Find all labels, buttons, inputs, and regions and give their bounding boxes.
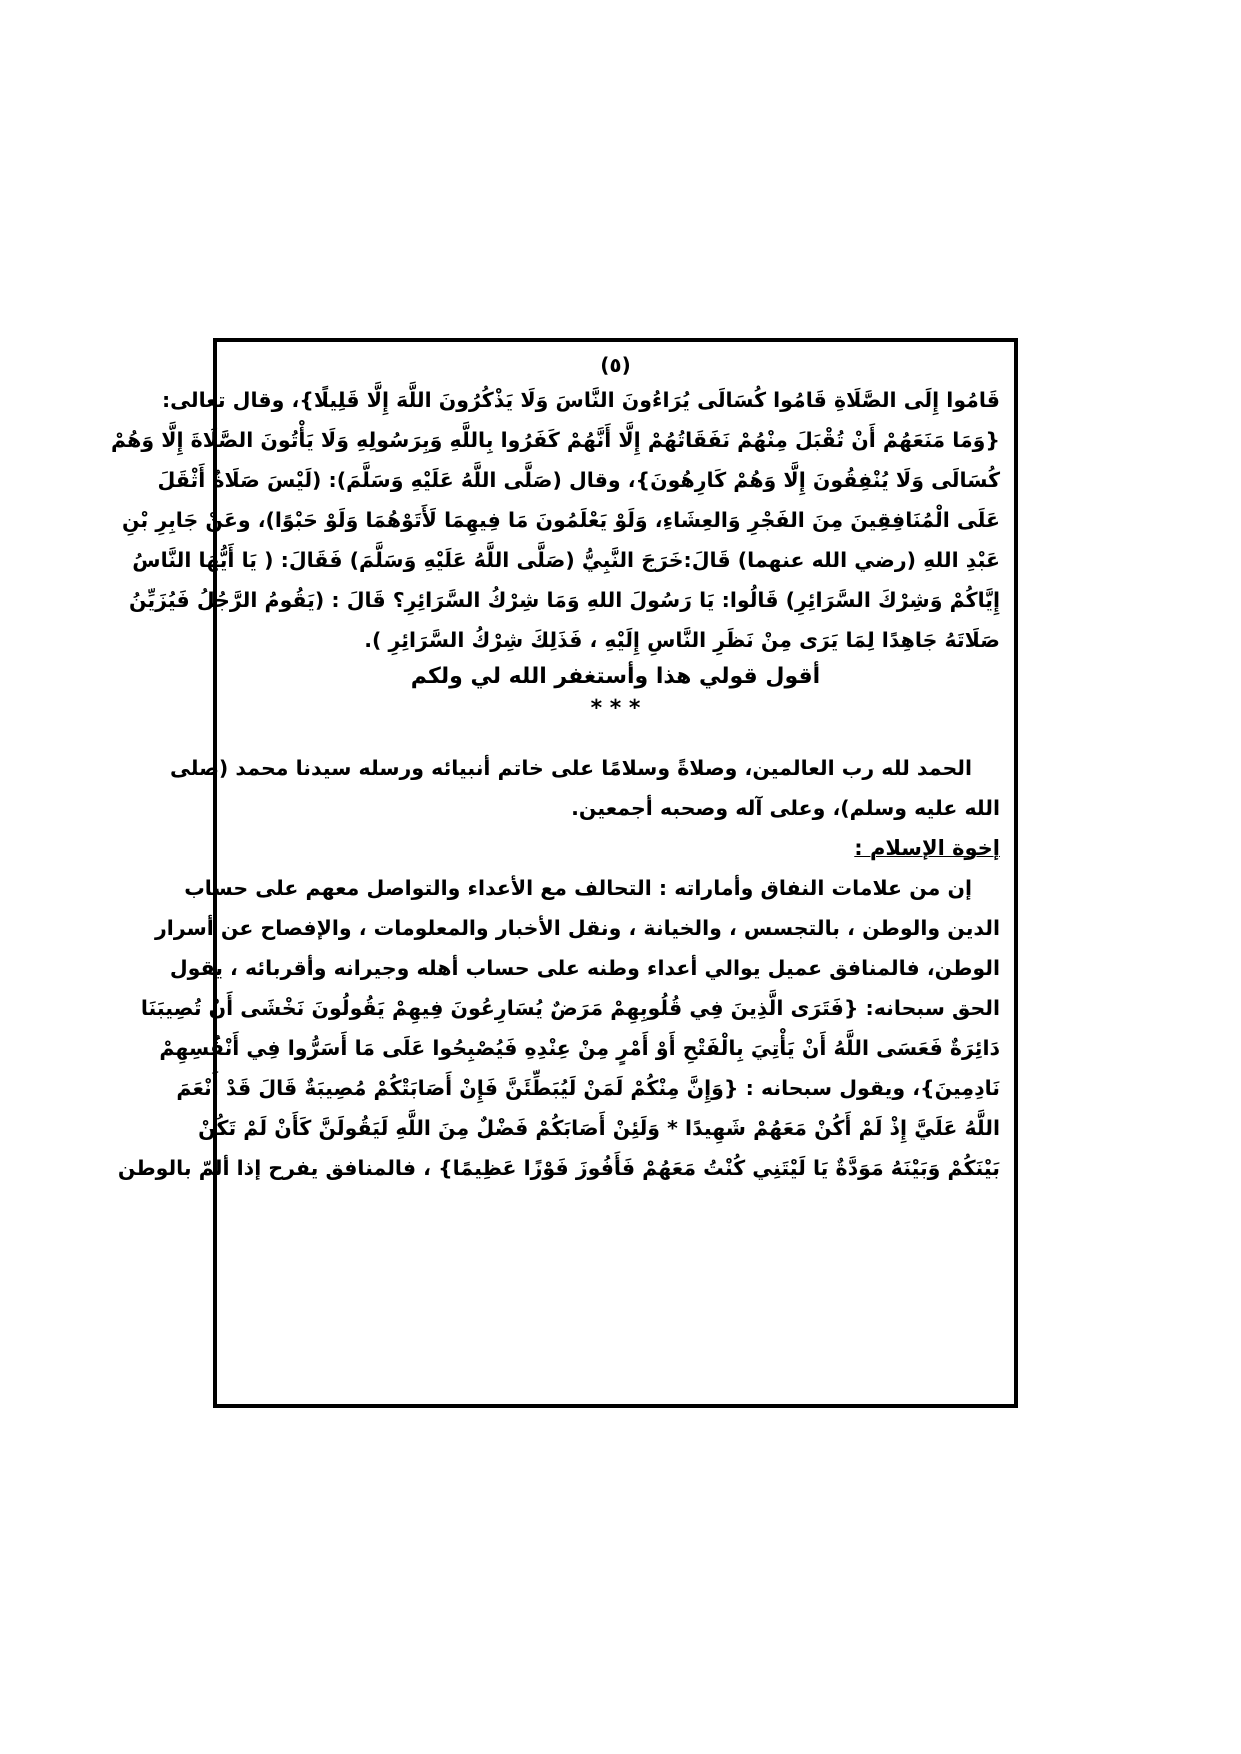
page-number: (٥): [600, 353, 631, 377]
text-line: عَلَى الْمُنَافِقِينَ مِنَ الفَجْرِ وَالعِشَاءِ، وَلَوْ يَعْلَمُونَ مَا فِيهِمَا لَأَتَوْهُمَا وَلَوْ حَبْوًا)، وعَنْ جَابِرِ بْنِ: [122, 508, 1000, 532]
text-line: إن من علامات النفاق وأماراته : التحالف مع الأعداء والتواصل معهم على حساب: [184, 876, 972, 900]
text-line: الله عليه وسلم)، وعلى آله وصحبه أجمعين.: [571, 796, 1000, 820]
separator-stars: * * *: [590, 696, 641, 721]
text-line: الوطن، فالمنافق عميل يوالي أعداء وطنه على حساب أهله وجيرانه وأقربائه ، يقول: [169, 956, 1000, 980]
text-line: قَامُوا إِلَى الصَّلَاةِ قَامُوا كُسَالَى يُرَاءُونَ النَّاسَ وَلَا يَذْكُرُونَ اللَّهَ إِلَّا قَلِيلًا}، وقال تعالى:: [161, 388, 1000, 412]
page-border-frame: [111, 338, 1018, 1408]
page-content: [111, 350, 1000, 1396]
text-line: صَلَاتَهُ جَاهِدًا لِمَا يَرَى مِنْ نَظَرِ النَّاسِ إِلَيْهِ ، فَذَلِكَ شِرْكُ السَّرَائِرِ ).: [364, 628, 1000, 652]
text-line: نَادِمِينَ}، ويقول سبحانه : {وَإِنَّ مِنْكُمْ لَمَنْ لَيُبَطِّئَنَّ فَإِنْ أَصَابَتْكُمْ مُصِيبَةٌ قَالَ قَدْ أَنْعَمَ: [176, 1076, 1000, 1100]
text-line: عَبْدِ اللهِ (رضي الله عنهما) قَالَ:خَرَجَ النَّبِيُّ (صَلَّى اللَّهُ عَلَيْهِ وَسَلَّمَ) فَقَالَ: ( يَا أَيُّهَا النَّاسُ: [132, 548, 1000, 572]
text-line: اللَّهُ عَلَيَّ إِذْ لَمْ أَكُنْ مَعَهُمْ شَهِيدًا * وَلَئِنْ أَصَابَكُمْ فَضْلٌ مِنَ اللَّهِ لَيَقُولَنَّ كَأَنْ لَمْ تَكُنْ: [198, 1116, 1000, 1140]
praise-paragraph: [170, 748, 1000, 828]
text-line: الحمد لله رب العالمين، وصلاةً وسلامًا على خاتم أنبيائه ورسله سيدنا محمد (صلى: [170, 756, 972, 780]
text-line: إِيَّاكُمْ وَشِرْكَ السَّرَائِرِ) قَالُوا: يَا رَسُولَ اللهِ وَمَا شِرْكُ السَّرَائِرِ؟ قَالَ : (يَقُومُ الرَّجُلُ فَيُزَيِّنُ: [129, 588, 1000, 612]
section-title: إخوة الإسلام :: [854, 836, 1000, 860]
body-paragraph: [117, 868, 1000, 1188]
text-line: {وَمَا مَنَعَهُمْ أَنْ تُقْبَلَ مِنْهُمْ نَفَقَاتُهُمْ إِلَّا أَنَّهُمْ كَفَرُوا بِاللَّهِ وَبِرَسُولِهِ وَلَا يَأْتُونَ الصَّلَاةَ إِلَّا وَهُمْ: [111, 428, 1000, 452]
text-line: كُسَالَى وَلَا يُنْفِقُونَ إِلَّا وَهُمْ كَارِهُونَ}، وقال (صَلَّى اللَّهُ عَلَيْهِ وَسَلَّمَ): (لَيْسَ صَلَاةٌ أَثْقَلَ: [157, 468, 1000, 492]
intro-paragraph: [111, 380, 1000, 660]
text-line: بَيْنَكُمْ وَبَيْنَهُ مَوَدَّةٌ يَا لَيْتَنِي كُنْتُ مَعَهُمْ فَأَفُوزَ فَوْزًا عَظِيمًا} ، فالمنافق يفرح إذا ألمّ بالوطن: [117, 1156, 1000, 1180]
text-line: الدين والوطن ، بالتجسس ، والخيانة ، ونقل الأخبار والمعلومات ، والإفصاح عن أسرار: [155, 916, 1000, 940]
text-line: الحق سبحانه: {فَتَرَى الَّذِينَ فِي قُلُوبِهِمْ مَرَضٌ يُسَارِعُونَ فِيهِمْ يَقُولُونَ نَخْشَى أَنْ تُصِيبَنَا: [140, 996, 1000, 1020]
closing-heading: أقول قولي هذا وأستغفر الله لي ولكم: [410, 664, 821, 689]
text-line: دَائِرَةٌ فَعَسَى اللَّهُ أَنْ يَأْتِيَ بِالْفَتْحِ أَوْ أَمْرٍ مِنْ عِنْدِهِ فَيُصْبِحُوا عَلَى مَا أَسَرُّوا فِي أَنْفُسِهِمْ: [159, 1036, 1000, 1060]
